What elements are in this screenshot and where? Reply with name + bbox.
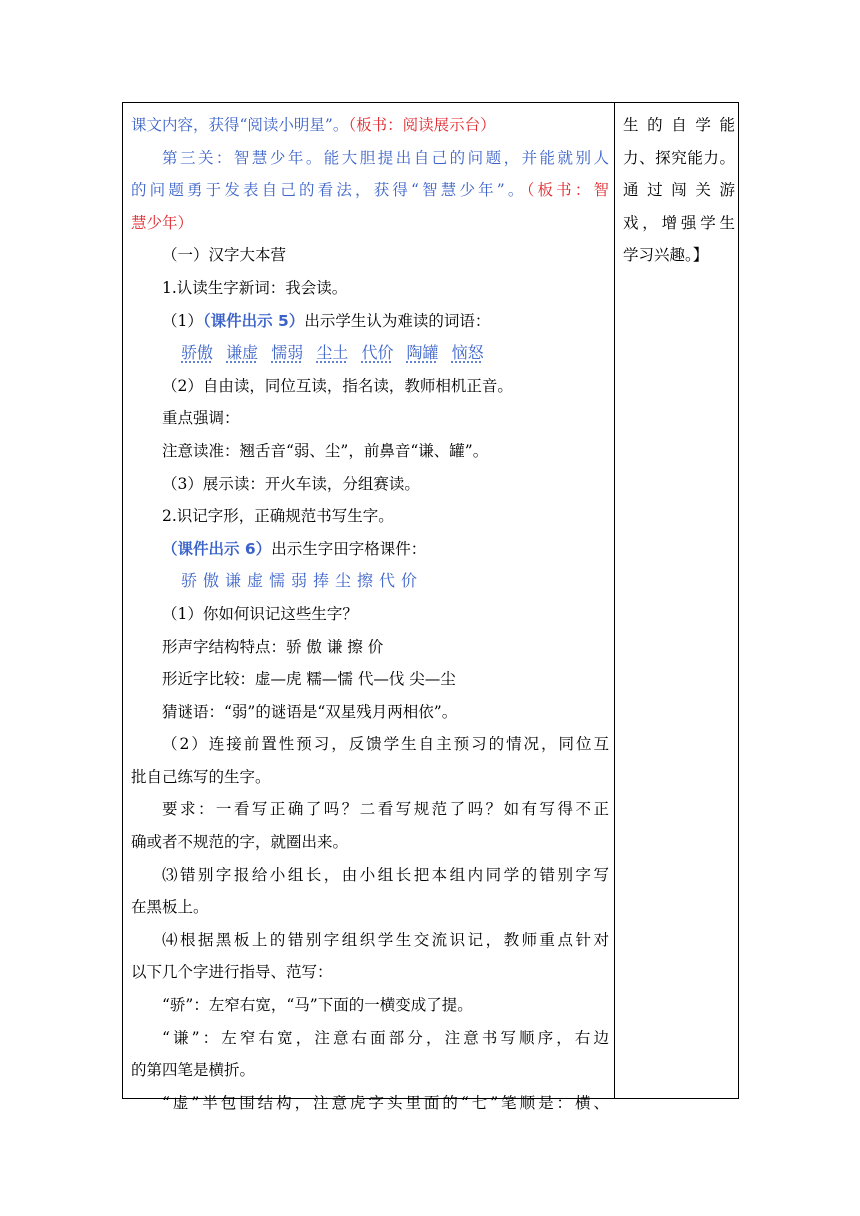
text-line: 猜谜语：“弱”的谜语是“双星残月两相依”。 [162, 702, 458, 721]
column-divider [614, 103, 615, 1098]
text-line: 重点强调： [162, 409, 240, 428]
text-line: 2.识记字形，正确规范书写生字。 [162, 507, 394, 526]
text-line: （课件出示 6）出示生字田字格课件： [162, 539, 427, 558]
vocab-word: 谦虚 [226, 343, 259, 363]
text-line: 批自己练写的生字。 [131, 767, 271, 786]
vocab-word: 骄傲 [181, 343, 214, 363]
section-heading: （一）汉字大本营 [162, 246, 287, 265]
text-line: （1）你如何识记这些生字？ [162, 604, 358, 623]
side-line: 生的自学能 [623, 116, 735, 134]
text-line: 以下几个字进行指导、范写： [131, 963, 333, 982]
side-line: 力、探究能力。 [623, 148, 735, 167]
vocab-word: 陶罐 [406, 343, 439, 363]
main-column [131, 109, 609, 1119]
text-line: （1）（课件出示 5）出示学生认为难读的词语： [162, 311, 491, 330]
text-line: 形声字结构特点：骄 傲 谦 擦 价 [162, 637, 384, 656]
text-line: “虚”半包围结构，注意虎字头里面的“七”笔顺是：横、 [162, 1093, 609, 1112]
text-line: 慧少年） [131, 213, 194, 232]
text-line: 第三关：智慧少年。能大胆提出自己的问题，并能就别人 [162, 148, 609, 167]
vocab-word: 尘土 [316, 343, 349, 363]
text-line: 形近字比较：虚—虎 糯—懦 代—伐 尖—尘 [162, 670, 456, 689]
text-line: （3）展示读：开火车读，分组赛读。 [162, 474, 420, 493]
vocab-word: 恼怒 [451, 343, 484, 363]
text-line: （2）自由读，同位互读，指名读，教师相机正音。 [162, 376, 513, 395]
vocab-word: 懦弱 [271, 343, 304, 363]
side-line: 学习兴趣。】 [623, 246, 709, 265]
text-line: 在黑板上。 [131, 898, 209, 917]
lesson-plan-table [122, 102, 739, 1112]
text-line: ⑶错别字报给小组长，由小组长把本组内同学的错别字写 [162, 865, 609, 884]
text-line: ⑷根据黑板上的错别字组织学生交流识记，教师重点针对 [162, 930, 609, 949]
text-line: 确或者不规范的字，就圈出来。 [131, 833, 349, 852]
side-line: 戏，增强学生 [623, 213, 735, 232]
text-line: “骄”：左窄右宽，“马”下面的一横变成了提。 [162, 996, 473, 1015]
vocab-word: 代价 [361, 343, 394, 363]
side-column [623, 109, 735, 272]
text-line: 注意读准：翘舌音“弱、尘”，前鼻音“谦、罐”。 [162, 441, 489, 460]
vocab-list [131, 337, 609, 370]
text-line: “谦”：左窄右宽，注意右面部分，注意书写顺序，右边 [162, 1028, 609, 1047]
text-line: 的第四笔是横折。 [131, 1061, 256, 1080]
text-line: 1.认读生字新词：我会读。 [162, 278, 348, 297]
text-line: 的问题勇于发表自己的看法，获得“智慧少年”。（板书：智 [131, 181, 609, 200]
text-line: （2）连接前置性预习，反馈学生自主预习的情况，同位互 [162, 735, 609, 754]
text-line: 要求：一看写正确了吗？二看写规范了吗？如有写得不正 [162, 800, 609, 819]
character-list: 骄傲谦虚懦弱捧尘擦代价 [181, 571, 424, 591]
side-line: 通过闯关游 [623, 181, 735, 200]
text-line: 课文内容，获得“阅读小明星”。（板书：阅读展示台） [131, 116, 496, 134]
